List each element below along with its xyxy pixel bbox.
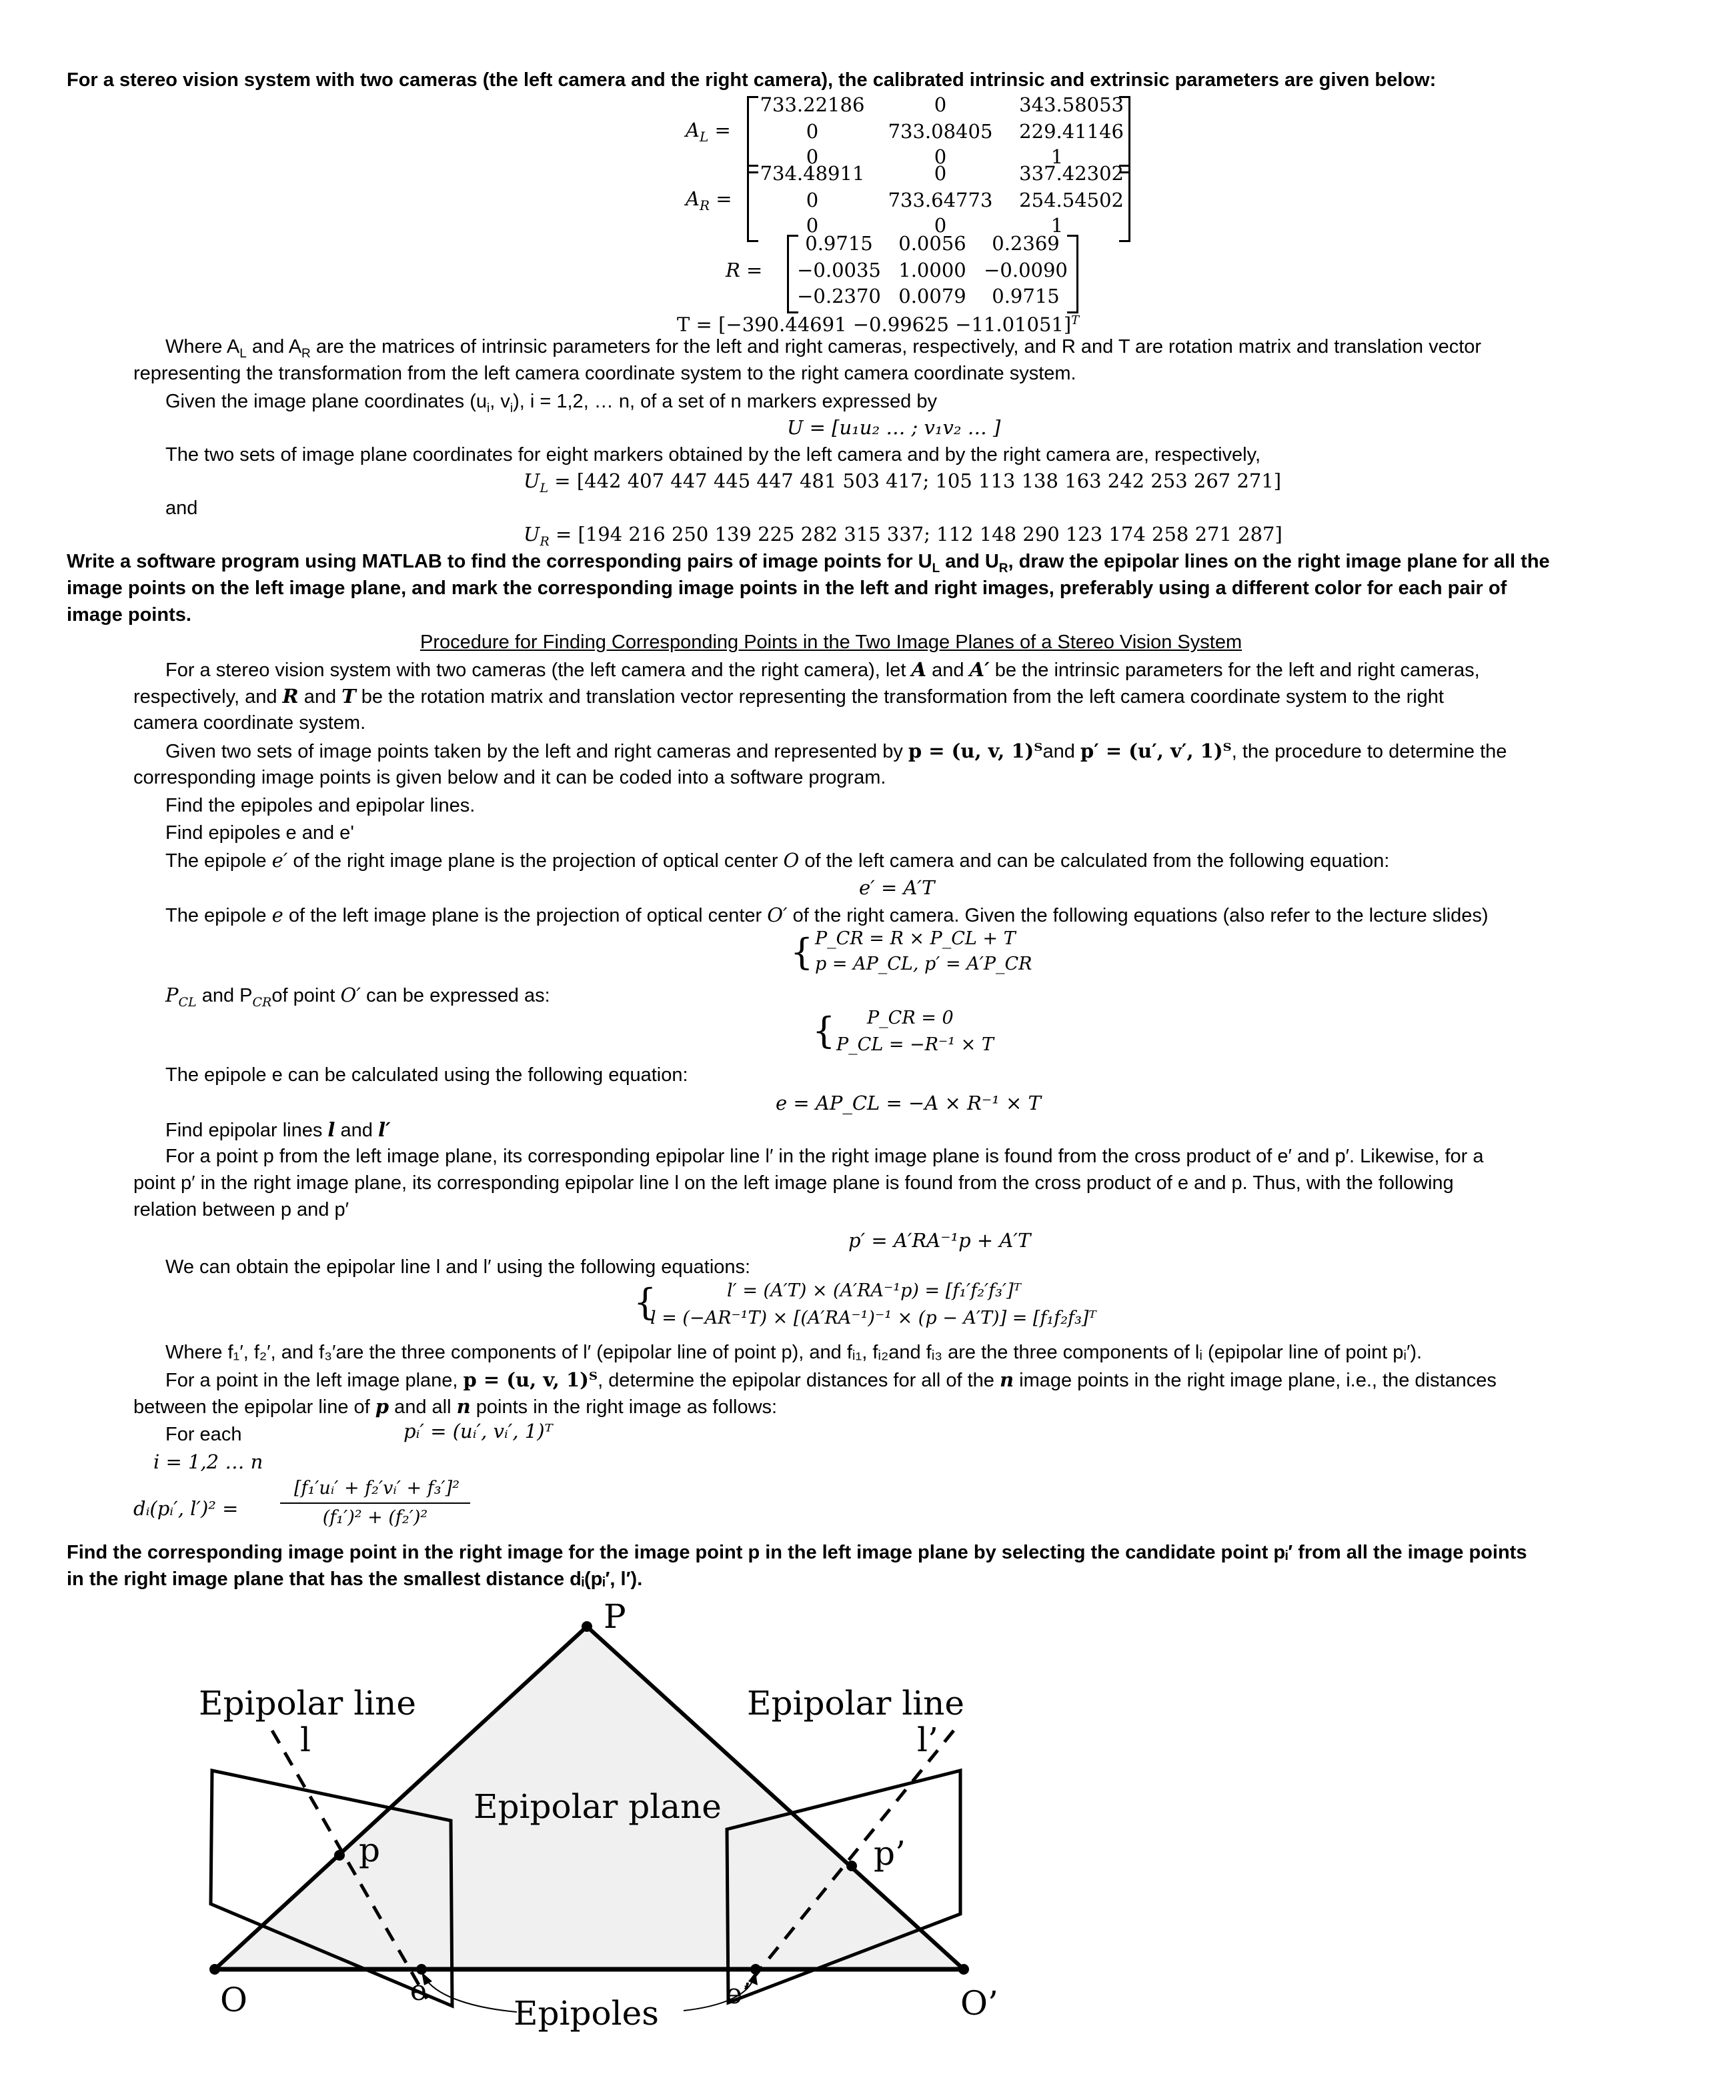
- distance-lhs: dᵢ(pᵢ′, l′)² =: [133, 1497, 239, 1520]
- point-text-2: point p′ in the right image plane, its corresponding epipolar line l on the left image plane is found from the cross product of e and p. Thus, with the following: [133, 1172, 1454, 1194]
- where-line-2: representing the transformation from the left camera coordinate system to the right camera coordinate system.: [133, 363, 1076, 384]
- find-epipoles-heading: Find the epipoles and epipolar lines.: [165, 795, 476, 816]
- given-line: Given the image plane coordinates ($u_i$, $v_i$), i = 1,2, … n, of a set of n markers expressed by: [165, 391, 937, 415]
- label-l-prime: l’: [917, 1721, 938, 1759]
- label-e-prime: e’: [726, 1977, 752, 2010]
- find-lines-heading: Find epipolar lines l and l′: [165, 1118, 391, 1141]
- fraction-bar: [280, 1502, 470, 1504]
- system-3-line-2: l = (−AR⁻¹T) × [(A′RA⁻¹)⁻¹ × (p − A′T)] = [f₁f₂f₃]ᵀ: [650, 1308, 1096, 1328]
- system-1-line-1: P_CR = R × P_CL + T: [815, 928, 1016, 949]
- cell: 1: [1050, 145, 1064, 168]
- point-e: [416, 1964, 427, 1975]
- proc-para-1-line-2: respectively, and R and T be the rotation matrix and translation vector representing the transformation from the left camera coordinate system to the right: [133, 685, 1444, 708]
- label-O: O: [220, 1981, 247, 2019]
- epipole-e-text: The epipole e of the left image plane is the projection of optical center O′ of the right camera. Given the following equations (also refer to the lecture slides): [165, 904, 1489, 926]
- cell: 254.54502: [1019, 189, 1124, 211]
- point-O-prime: [958, 1964, 969, 1975]
- cell: 0: [934, 162, 947, 185]
- distance-denominator: (f₁′)² + (f₂′)²: [322, 1507, 428, 1528]
- proc-para-2-line-1: Given two sets of image points taken by the left and right cameras and represented by p = (u, v, 1)ᵀand p′ = (u′, v′, 1)ᵀ, the procedure to determine the: [165, 740, 1507, 762]
- cell: −0.2370: [797, 285, 881, 307]
- brace: {: [634, 1281, 657, 1323]
- label-l: l: [300, 1721, 311, 1759]
- cell: 0: [806, 145, 819, 168]
- matrix-AR: [680, 162, 1124, 239]
- label-p-prime: p’: [874, 1834, 906, 1873]
- final-line-1: Find the corresponding image point in the right image for the image point p in the left image plane by selecting the candidate point pᵢ′ from all the image points: [67, 1542, 1527, 1563]
- label-epipolar-line-left: Epipolar line: [199, 1684, 416, 1723]
- arrow-to-e: [427, 1981, 517, 2012]
- cell: 0.0079: [898, 285, 966, 307]
- matrix-AL: [680, 93, 1124, 170]
- label-epipolar-plane: Epipolar plane: [474, 1787, 722, 1826]
- system-1-line-2: p = AP_CL, p′ = A′P_CR: [815, 954, 1032, 974]
- system-2-line-1: P_CR = 0: [867, 1008, 954, 1028]
- eq-relation: p′ = A′RA⁻¹p + A′T: [848, 1229, 1031, 1252]
- system-3-line-1: l′ = (A′T) × (A′RA⁻¹p) = [f₁′f₂′f₃′]ᵀ: [727, 1280, 1021, 1301]
- label-epipoles: Epipoles: [514, 1994, 659, 2033]
- point-p: [334, 1850, 345, 1861]
- label-epipolar-line-right: Epipolar line: [747, 1684, 964, 1723]
- final-line-2: in the right image plane that has the smallest distance dᵢ(pᵢ′, l′).: [67, 1568, 643, 1590]
- intro-text: For a stereo vision system with two cameras (the left camera and the right camera), the calibrated intrinsic and extrinsic parameters are given below:: [67, 69, 1437, 91]
- cell: 0: [934, 93, 947, 116]
- brace: {: [790, 931, 814, 973]
- find-e-heading: Find epipoles e and e': [165, 822, 354, 844]
- i-range: i = 1,2 … n: [153, 1450, 263, 1473]
- point-p-prime: [846, 1861, 857, 1871]
- cell: −0.0090: [984, 259, 1068, 281]
- cell: 733.22186: [760, 93, 865, 116]
- proc-para-1-line-3: camera coordinate system.: [133, 712, 366, 734]
- pi-definition: pᵢ′ = (uᵢ′, vᵢ′, 1)ᵀ: [403, 1420, 553, 1442]
- point-P: [582, 1621, 592, 1632]
- epipolar-geometry-figure: [187, 1597, 1054, 2044]
- for-point-line-1: For a point in the left image plane, p = (u, v, 1)ᵀ, determine the epipolar distances for all of the n image points in the right image plane, i.e., the distances: [165, 1368, 1497, 1391]
- translation-vector: $T = [-390.44691 -0.99625 -11.01051]^T$: [677, 313, 1080, 336]
- and-text: and: [165, 497, 198, 519]
- UR-values: $U_R = [194$ 216 250 139 225 282 315 337; 112 148 290 123 174 258 271 287]: [524, 523, 1282, 549]
- cell: 0: [934, 145, 947, 168]
- cell: 733.08405: [888, 120, 993, 143]
- for-each-text: For each: [165, 1424, 242, 1445]
- cell: 0.2369: [992, 232, 1060, 255]
- task-line-2: image points on the left image plane, and mark the corresponding image points in the left and right images, preferably using a different color for each pair of: [67, 578, 1507, 599]
- cell: 229.41146: [1019, 120, 1124, 143]
- where-line-1: Where $A_L$ and $A_R$ are the matrices of intrinsic parameters for the left and right cameras, respectively, and R and T are rotation matrix and translation vector: [165, 336, 1482, 361]
- brace: {: [812, 1010, 836, 1052]
- matrix-R-label: R =: [726, 259, 763, 281]
- matrix-AR-label: $A_R$ =: [686, 187, 732, 213]
- point-text-1: For a point p from the left image plane, its corresponding epipolar line l′ in the right image plane is found from the cross product of e′ and p′. Likewise, for a: [165, 1146, 1484, 1167]
- UL-values: $U_L = [442$ 407 447 445 447 481 503 417; 105 113 138 163 242 253 267 271]: [524, 469, 1282, 495]
- label-e: e: [410, 1974, 427, 2007]
- two-sets-text: The two sets of image plane coordinates for eight markers obtained by the left camera and by the right camera are, respectively,: [165, 444, 1261, 465]
- task-line-3: image points.: [67, 604, 191, 626]
- cell: 0: [806, 189, 819, 211]
- cell: 0.9715: [805, 232, 873, 255]
- cell: 337.42302: [1019, 162, 1124, 185]
- label-p: p: [359, 1831, 381, 1869]
- epipole-e-prime-text: The epipole e′ of the right image plane is the projection of optical center O of the left camera and can be calculated from the following equation:: [165, 849, 1390, 872]
- proc-para-2-line-2: corresponding image points is given below and it can be coded into a software program.: [133, 767, 886, 788]
- system-2-line-2: P_CL = −R⁻¹ × T: [836, 1034, 994, 1055]
- cell: 0: [806, 214, 819, 237]
- cell: 0: [806, 120, 819, 143]
- proc-para-1-line-1: For a stereo vision system with two cameras (the left camera and the right camera), let A and A′ be the intrinsic parameters for the left and right cameras,: [165, 658, 1480, 681]
- where-f-text: Where f₁′, f₂′, and f₃′are the three components of l′ (epipolar line of point p), and fᵢ₁, fᵢ₂and fᵢ₃ are the three components of lᵢ (epipolar line of point pᵢ′).: [165, 1342, 1423, 1363]
- epipole-e-calc-text: The epipole e can be calculated using the following equation:: [165, 1064, 688, 1086]
- cell: −0.0035: [797, 259, 881, 281]
- U-definition: U = [u₁u₂ … ; v₁v₂ … ]: [787, 416, 1001, 439]
- for-point-line-2: between the epipolar line of p and all n points in the right image as follows:: [133, 1395, 778, 1418]
- eq-e-prime: e′ = A′T: [859, 876, 935, 899]
- eq-e: e = AP_CL = −A × R⁻¹ × T: [776, 1092, 1041, 1114]
- cell: 343.58053: [1019, 93, 1124, 116]
- obtain-text: We can obtain the epipolar line l and l′ using the following equations:: [165, 1256, 751, 1278]
- procedure-title: Procedure for Finding Corresponding Points in the Two Image Planes of a Stereo Vision System: [420, 632, 1242, 653]
- label-P: P: [604, 1597, 626, 1636]
- cell: 1: [1050, 214, 1064, 237]
- task-line-1: Write a software program using MATLAB to find the corresponding pairs of image points for $U_L$ and $U_R$, draw the epipolar lines on the right image plane for all the: [67, 551, 1550, 576]
- point-O: [209, 1964, 220, 1975]
- cell: 0.9715: [992, 285, 1060, 307]
- cell: 733.64773: [888, 189, 993, 211]
- point-text-3: relation between p and p′: [133, 1199, 349, 1220]
- pcl-pcr-text: $P_{CL}$ and $P_{CR}of$ point O′ can be expressed as:: [165, 984, 550, 1010]
- matrix-AL-label: $A_L$ =: [686, 119, 731, 145]
- cell: 0: [934, 214, 947, 237]
- cell: 0.0056: [898, 232, 966, 255]
- cell: 1.0000: [898, 259, 966, 281]
- matrix-R: [720, 232, 1080, 311]
- cell: 734.48911: [760, 162, 865, 185]
- distance-numerator: [f₁′uᵢ′ + f₂′vᵢ′ + f₃′]²: [293, 1478, 460, 1498]
- label-O-prime: O’: [960, 1984, 998, 2023]
